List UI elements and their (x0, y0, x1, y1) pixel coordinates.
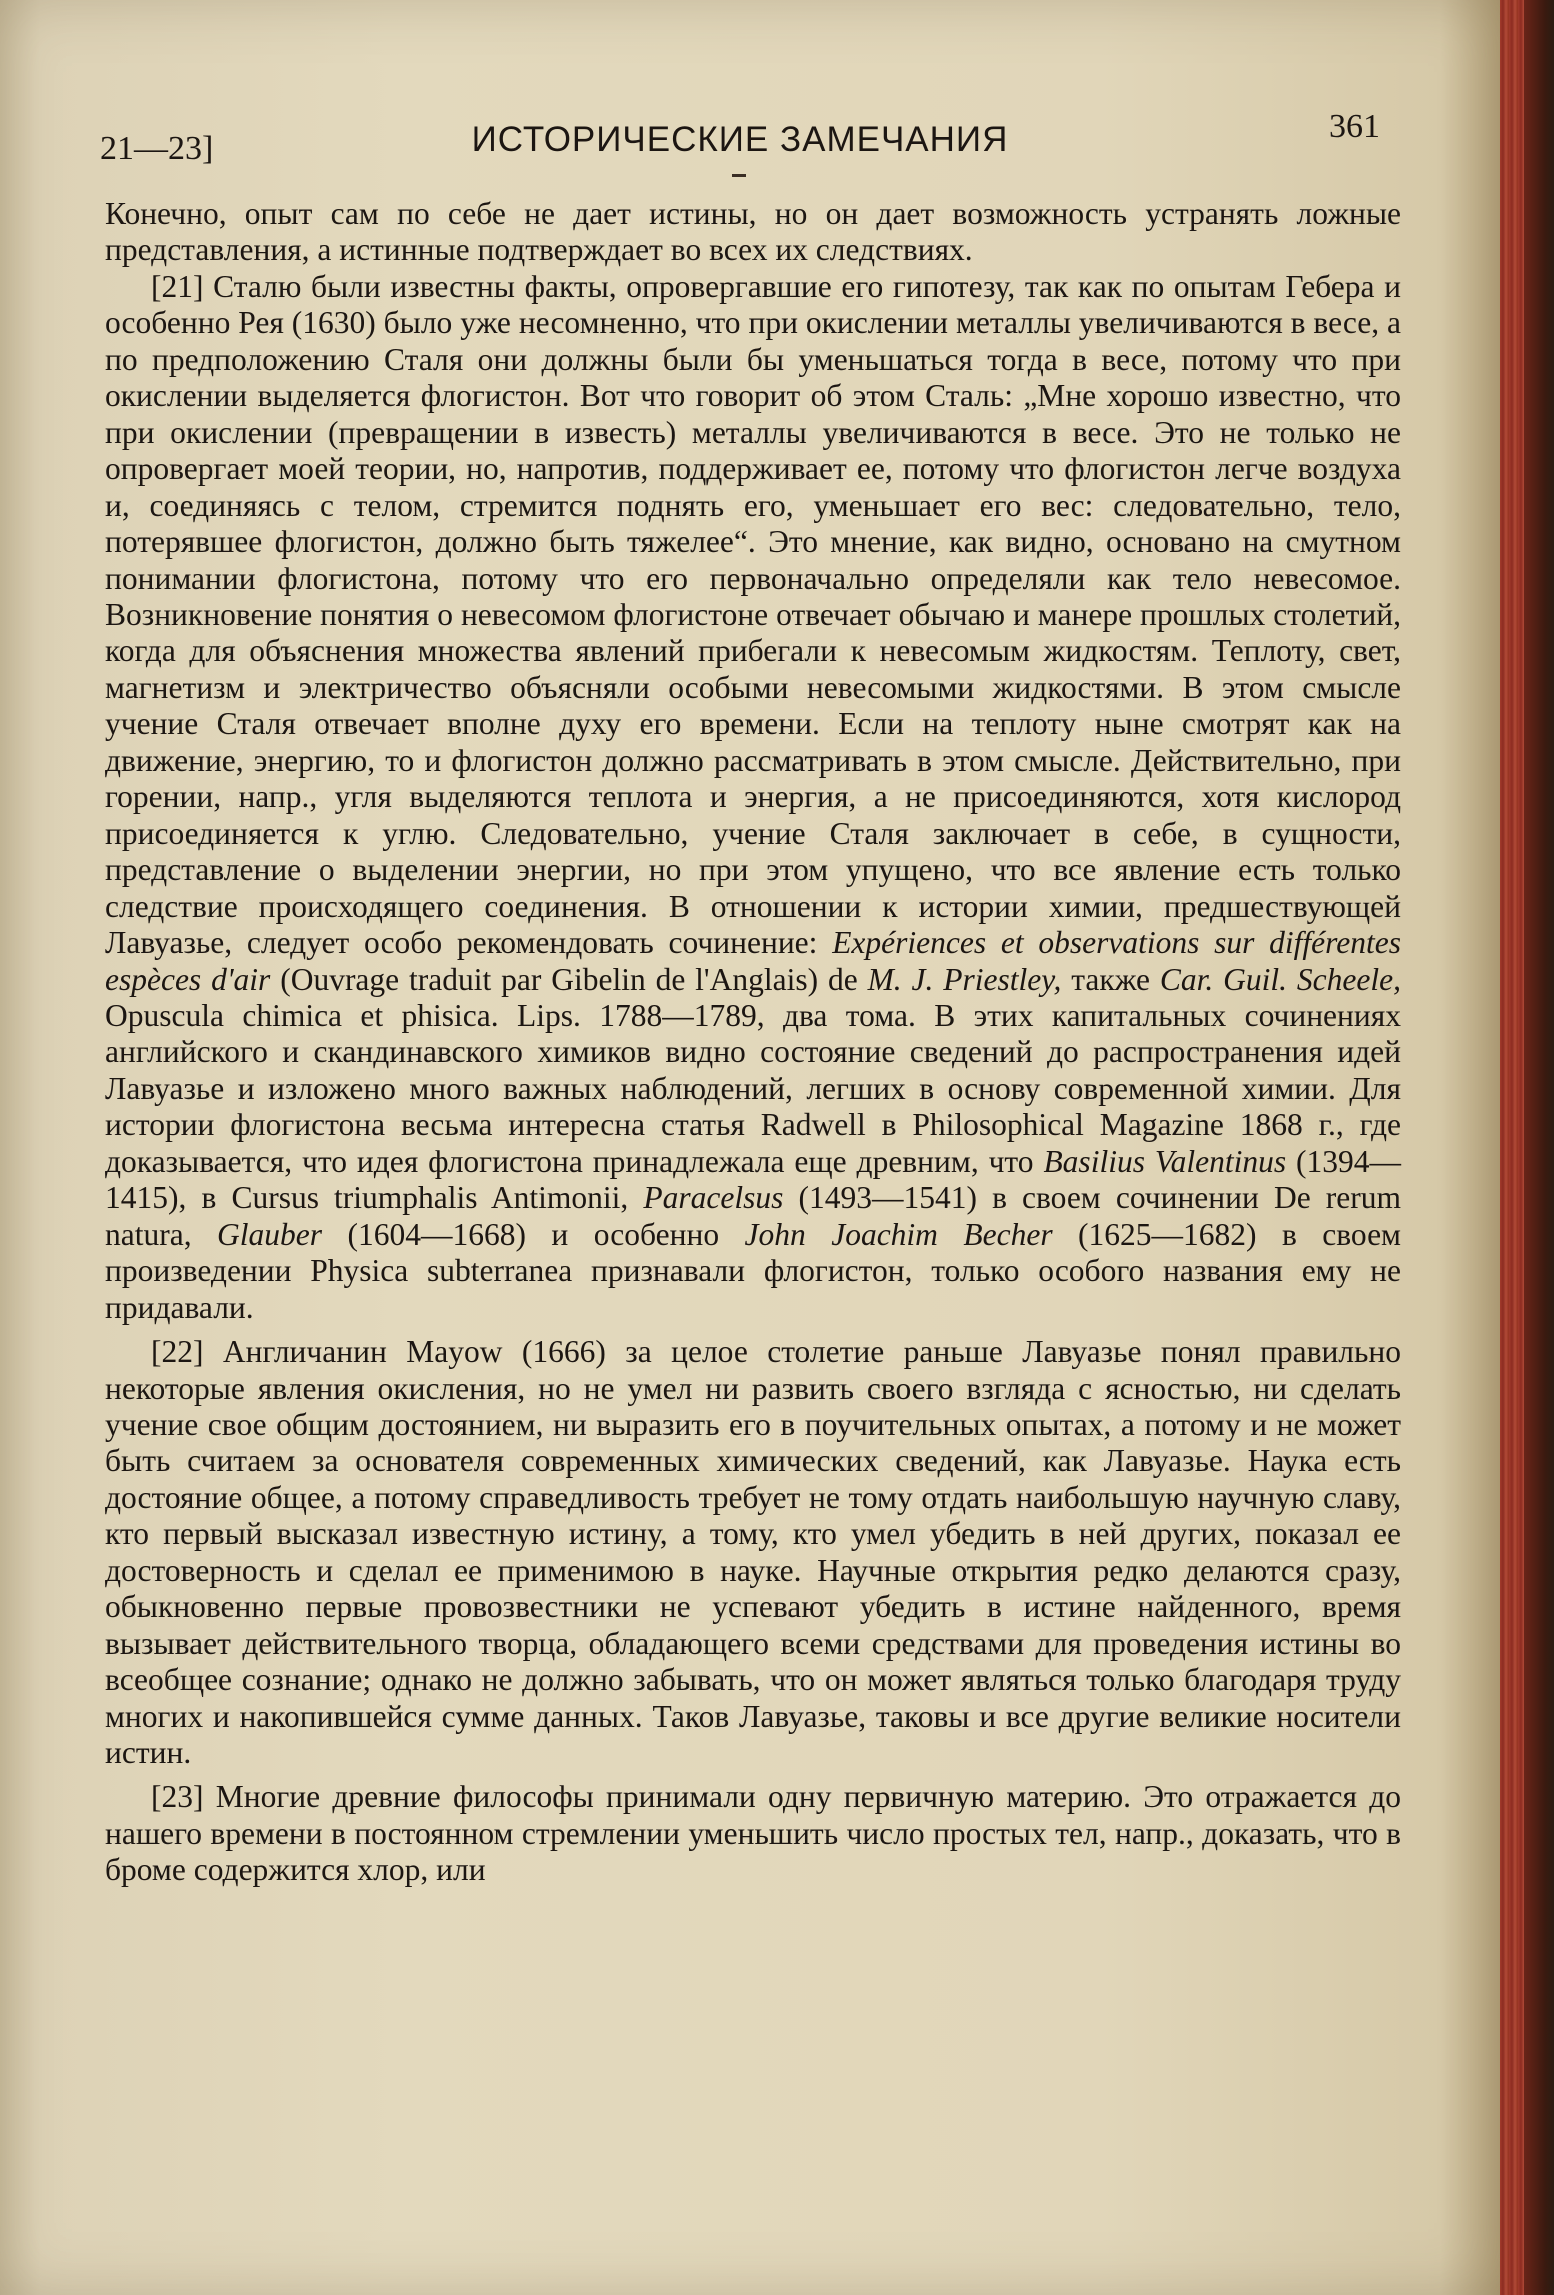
note-23: [23] Многие древние философы принимали одну первичную материю. Это отражается до нашего времени в постоянном стремлении уменьшить число простых тел, напр., доказать, что в броме содержится хлор, или (105, 1779, 1401, 1888)
note-21-text: (1625—1682) в своем произведении Physica subterranea признавали флогистон, только особого названия ему не придавали. (105, 1216, 1401, 1325)
note-21-text: [21] Сталю были известны факты, опровергавшие его гипотезу, так как по опытам Гебера и особенно Рея (1630) было уже несомненно, что при окислении металлы увеличиваются в весе, а по предположению Сталя они должны были бы уменьшаться тогда в весе, потому что при окислении выделяется флогистон. Вот что говорит об этом Сталь: „Мне хорошо известно, что при окислении (превращении в известь) металлы увеличиваются в весе. Это не только не опровергает моей теории, но, напротив, поддерживает ее, потому что флогистон легче воздуха и, соединяясь с телом, стремится поднять его, уменьшает его вес: следовательно, тело, потерявшее флогистон, должно быть тяжелее“. Это мнение, как видно, основано на смутном понимании флогистона, потому что его первоначально определяли как тело невесомое. Возникновение понятия о невесомом флогистоне отвечает обычаю и манере прошлых столетий, когда для объяснения множества явлений прибегали к невесомым жидкостям. Теплоту, свет, магнетизм и электричество объясняли особыми невесомыми жидкостями. В этом смысле учение Сталя отвечает вполне духу его времени. Если на теплоту ныне смотрят как на движение, энергию, то и флогистон должно рассматривать в этом смысле. Действительно, при горении, напр., угля выделяются теплота и энергия, а не присоединяются, хотя кислород присоединяется к углю. Следовательно, учение Сталя заключает в себе, в сущности, представление о выделении энергии, но при этом упущено, что все явление есть только следствие происходящего соединения. В отношении к истории химии, предшествующей Лавуазье, следует особо рекомендовать сочинение: (105, 268, 1401, 961)
note-21-author: Basilius Valentinus (1043, 1143, 1287, 1179)
note-21-text: (1604—1668) и особенно (322, 1216, 745, 1252)
note-21-author: Glauber (217, 1216, 323, 1252)
running-header (100, 108, 1380, 168)
note-21-work-title: Expériences et observations sur différentes espèces d'air (105, 925, 1401, 997)
page-text (105, 196, 1401, 1889)
note-21-text: (1493—1541) в своем сочинении De rerum natura, (105, 1180, 1402, 1252)
page-edge-red (1500, 0, 1524, 2295)
note-21-text: (1394—1415), в Cursus triumphalis Antimonii, (105, 1143, 1401, 1216)
page-edge-shadow (1524, 0, 1554, 2295)
note-22: [22] Англичанин Mayow (1666) за целое столетие раньше Лавуазье понял правильно некоторые явления окисления, но не умел ни развить своего взгляда с ясностью, ни сделать учение свое общим достоянием, ни выразить его в поучительных опытах, а потому и не может быть считаем за основателя современных химических сведений, как Лавуазье. Наука есть достояние общее, а потому справедливость требует не тому отдать наибольшую научную славу, кто первый высказал известную истину, а тому, кто умел убедить в ней других, показал ее достоверность и сделал ее применимою в науке. Научные открытия редко делаются сразу, обыкновенно первые провозвестники не успевают убедить в истине найденного, время вызывает действительного творца, обладающего всеми средствами для проведения истины во всеобщее сознание; однако не должно забывать, что он может являться только благодаря труду многих и накопившейся сумме данных. Таков Лавуазье, таковы и все другие великие носители истин. (105, 1334, 1401, 1771)
note-21-text: Opuscula chimica et phisica. Lips. 1788—1789, два тома. В этих капитальных сочинениях английского и скандинавского химиков видно состояние сведений до распространения идей Лавуазье и изложено много важных наблюдений, легших в основу современной химии. Для истории флогистона весьма интересна статья Radwell в Philosophical Magazine 1868 г., где доказывается, что идея флогистона принадлежала еще древним, что (105, 997, 1401, 1179)
note-21-author: M. J. Priestley, (867, 961, 1062, 997)
running-title: ИСТОРИЧЕСКИЕ ЗАМЕЧАНИЯ (471, 120, 1009, 159)
note-21-author: John Joachim Becher (744, 1216, 1053, 1252)
note-21-text: (Ouvrage traduit par Gibelin de l'Anglais) de (270, 961, 868, 997)
note-21-text: также (1061, 961, 1160, 997)
section-range: 21—23] (100, 130, 214, 167)
note-21-author: Car. Guil. Scheele, (1159, 961, 1401, 997)
header-rule (732, 174, 746, 177)
note-21-author: Paracelsus (643, 1180, 784, 1216)
page-number: 361 (1329, 108, 1380, 145)
paragraph-intro: Конечно, опыт сам по себе не дает истины, но он дает возможность устранять ложные представления, а истинные подтверждает во всех их следствиях. (105, 196, 1401, 268)
note-21 (105, 269, 1401, 1326)
